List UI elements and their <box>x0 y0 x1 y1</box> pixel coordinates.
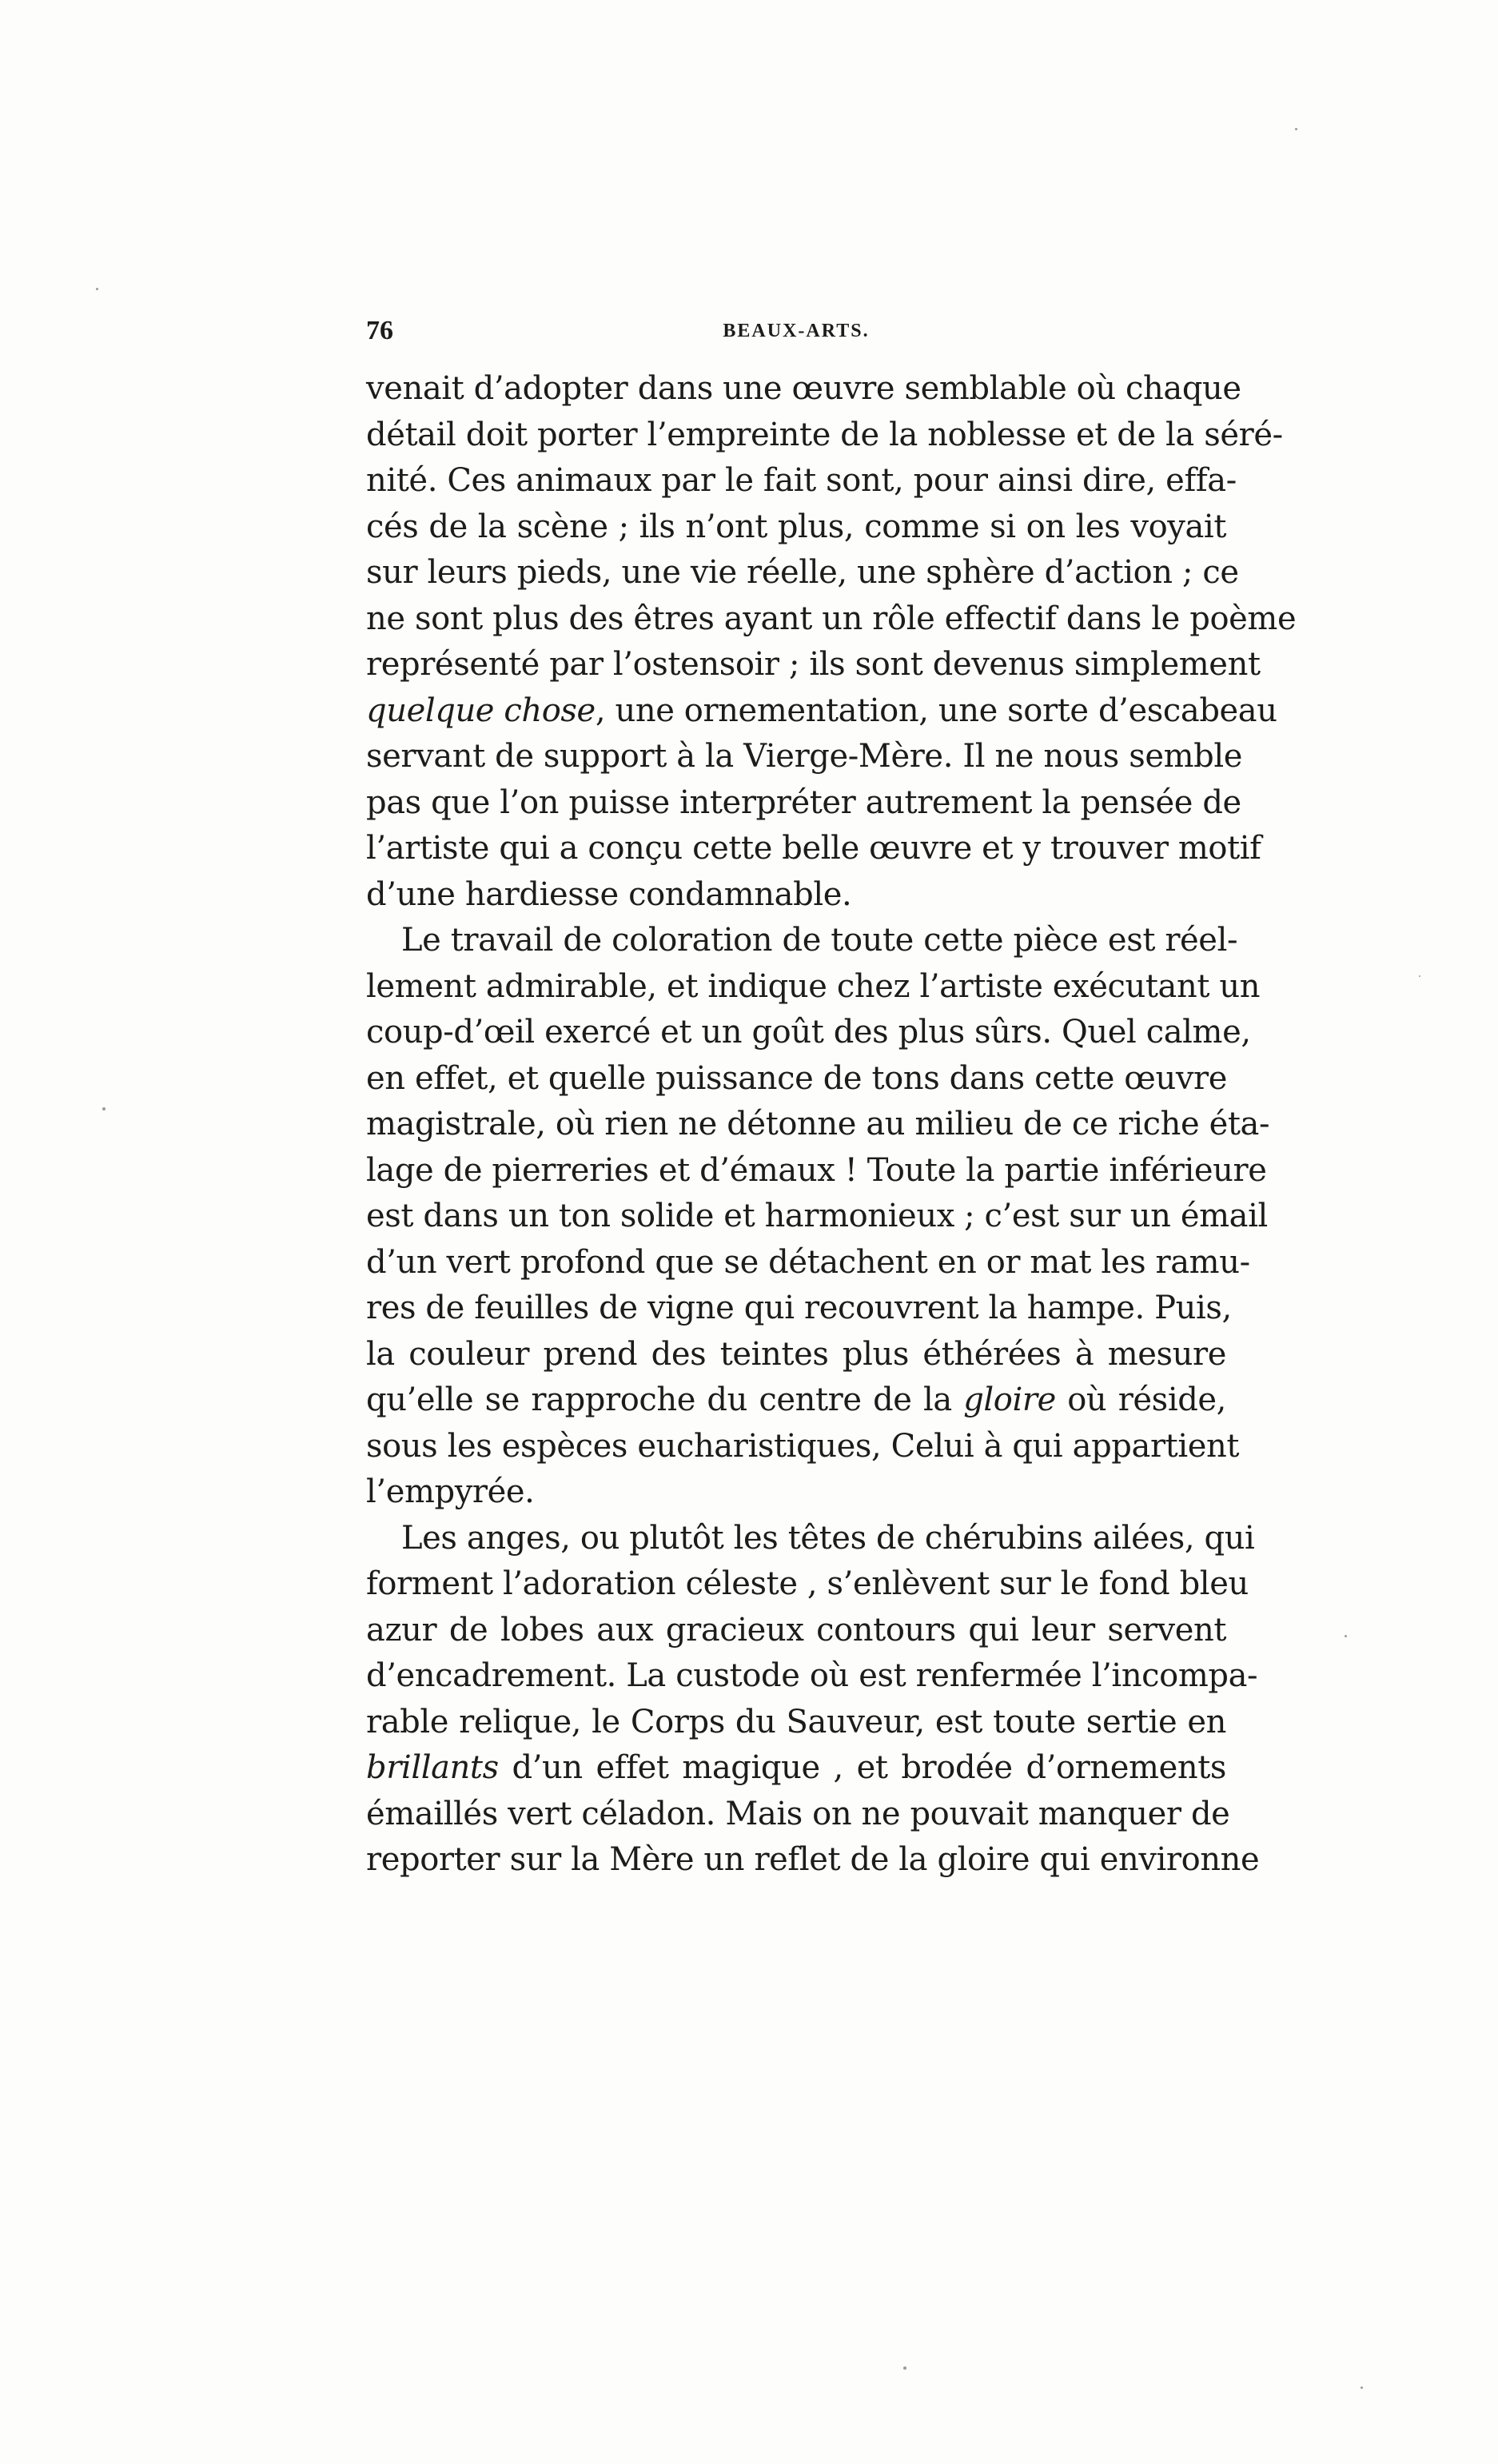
page-number: 76 <box>366 316 393 345</box>
text-line: servant de support à la Vierge-Mère. Il ne nous semble <box>366 738 1243 775</box>
text-line <box>366 1745 1226 1792</box>
text-line: azur de lobes aux gracieux contours qui leur servent <box>366 1611 1226 1649</box>
text-line: sous les espèces eucharistiques, Celui à qui appartient <box>366 1427 1240 1465</box>
paper-speck <box>903 2366 906 2370</box>
text-line: d’encadrement. La custode où est renfermée l’incompa- <box>366 1657 1258 1694</box>
text-line: d’une hardiesse condamnable. <box>366 875 852 913</box>
paragraph-start-line: Les anges, ou plutôt les têtes de chérubins ailées, qui <box>401 1519 1255 1557</box>
text-line: forment l’adoration céleste , s’enlèvent sur le fond bleu <box>366 1565 1249 1602</box>
text-line: ne sont plus des êtres ayant un rôle effectif dans le poème <box>366 600 1297 637</box>
text-line <box>366 1378 1226 1424</box>
line-segment: d’un effet magique , et brodée d’ornements <box>498 1749 1226 1786</box>
text-line: la couleur prend des teintes plus éthérées à mesure <box>366 1335 1226 1373</box>
text-line: représenté par l’ostensoir ; ils sont devenus simplement <box>366 646 1261 683</box>
text-line: est dans un ton solide et harmonieux ; c’est sur un émail <box>366 1198 1268 1234</box>
text-line: lement admirable, et indique chez l’artiste exécutant un <box>366 967 1261 1005</box>
italic-phrase: quelque chose <box>366 692 596 729</box>
text-line: en effet, et quelle puissance de tons dans cette œuvre <box>366 1059 1228 1097</box>
line-segment: où réside, <box>1055 1382 1226 1418</box>
text-line: l’artiste qui a conçu cette belle œuvre et y trouver motif <box>366 830 1261 867</box>
paper-speck <box>1345 1635 1347 1637</box>
text-line: l’empyrée. <box>366 1473 535 1510</box>
text-line: d’un vert profond que se détachent en or mat les ramu- <box>366 1243 1250 1281</box>
text-line: nité. Ces animaux par le fait sont, pour ainsi dire, effa- <box>366 462 1237 499</box>
text-line: res de feuilles de vigne qui recouvrent la hampe. Puis, <box>366 1290 1232 1326</box>
text-line: émaillés vert céladon. Mais on ne pouvait manquer de <box>366 1795 1230 1832</box>
running-head: BEAUX-ARTS. <box>723 321 870 341</box>
paper-speck <box>102 1107 106 1110</box>
italic-word: brillants <box>366 1749 499 1786</box>
paper-speck <box>1419 975 1420 977</box>
text-line: venait d’adopter dans une œuvre semblable où chaque <box>366 370 1241 407</box>
paragraph-start-line: Le travail de coloration de toute cette pièce est réel- <box>401 922 1238 959</box>
paper-speck <box>1295 128 1297 130</box>
paper-speck <box>96 288 98 290</box>
text-line: cés de la scène ; ils n’ont plus, comme si on les voyait <box>366 508 1226 545</box>
text-line <box>366 688 1277 735</box>
line-segment: , une ornementation, une sorte d’escabeau <box>595 692 1277 729</box>
text-line: sur leurs pieds, une vie réelle, une sphère d’action ; ce <box>366 554 1239 591</box>
text-line: magistrale, où rien ne détonne au milieu de ce riche éta- <box>366 1106 1270 1142</box>
text-line: détail doit porter l’empreinte de la noblesse et de la séré- <box>366 416 1283 453</box>
text-line: pas que l’on puisse interpréter autrement la pensée de <box>366 783 1241 821</box>
page-header <box>366 316 1226 357</box>
text-line: lage de pierreries et d’émaux ! Toute la partie inférieure <box>366 1151 1267 1189</box>
line-segment: qu’elle se rapproche du centre de la <box>366 1382 964 1418</box>
text-line: reporter sur la Mère un reflet de la gloire qui environne <box>366 1841 1260 1878</box>
text-line: rable relique, le Corps du Sauveur, est toute sertie en <box>366 1703 1226 1740</box>
italic-word: gloire <box>963 1382 1056 1418</box>
paper-speck <box>1361 2386 1363 2389</box>
body-text <box>366 366 1297 1884</box>
text-line: coup-d’œil exercé et un goût des plus sûrs. Quel calme, <box>366 1014 1251 1051</box>
